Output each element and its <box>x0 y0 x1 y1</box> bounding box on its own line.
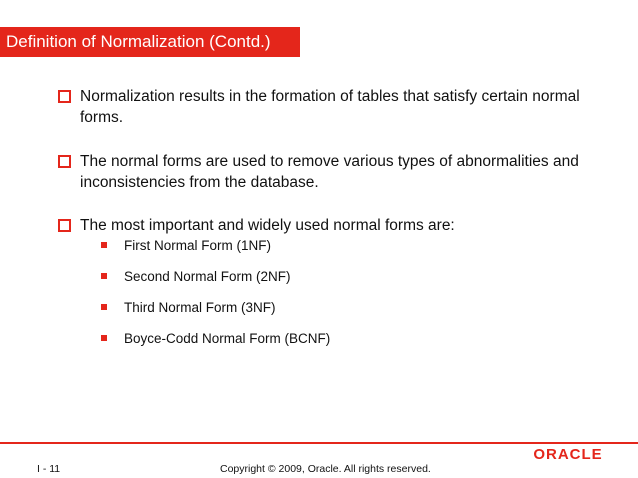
sub-bullet-text: Third Normal Form (3NF) <box>124 300 276 315</box>
footer-divider <box>0 442 638 444</box>
page-number: I - 11 <box>37 463 61 475</box>
sub-bullet-text: First Normal Form (1NF) <box>124 238 271 253</box>
hollow-square-icon <box>58 90 71 103</box>
bullet-text: The normal forms are used to remove various types of abnormalities and inconsistencies from the database. <box>80 153 579 191</box>
filled-square-icon <box>101 335 107 341</box>
oracle-logo <box>526 446 610 461</box>
sub-bullet-text: Boyce-Codd Normal Form (BCNF) <box>124 331 331 346</box>
bullet-item <box>58 151 580 193</box>
bullet-item <box>58 215 580 236</box>
bullet-text: Normalization results in the formation of tables that satisfy certain normal forms. <box>80 88 580 126</box>
bullet-text: The most important and widely used normal forms are: <box>80 217 455 234</box>
oracle-logo-text: ORACLE <box>533 446 603 461</box>
hollow-square-icon <box>58 155 71 168</box>
bullet-item <box>58 86 580 128</box>
sub-bullet-text: Second Normal Form (2NF) <box>124 269 291 284</box>
sub-bullet-item <box>101 237 271 255</box>
hollow-square-icon <box>58 219 71 232</box>
filled-square-icon <box>101 273 107 279</box>
filled-square-icon <box>101 242 107 248</box>
slide-title: Definition of Normalization (Contd.) <box>0 27 300 57</box>
filled-square-icon <box>101 304 107 310</box>
sub-bullet-item <box>101 299 276 317</box>
copyright-notice: Copyright © 2009, Oracle. All rights reserved. <box>220 463 431 475</box>
sub-bullet-item <box>101 268 291 286</box>
sub-bullet-item <box>101 330 330 348</box>
